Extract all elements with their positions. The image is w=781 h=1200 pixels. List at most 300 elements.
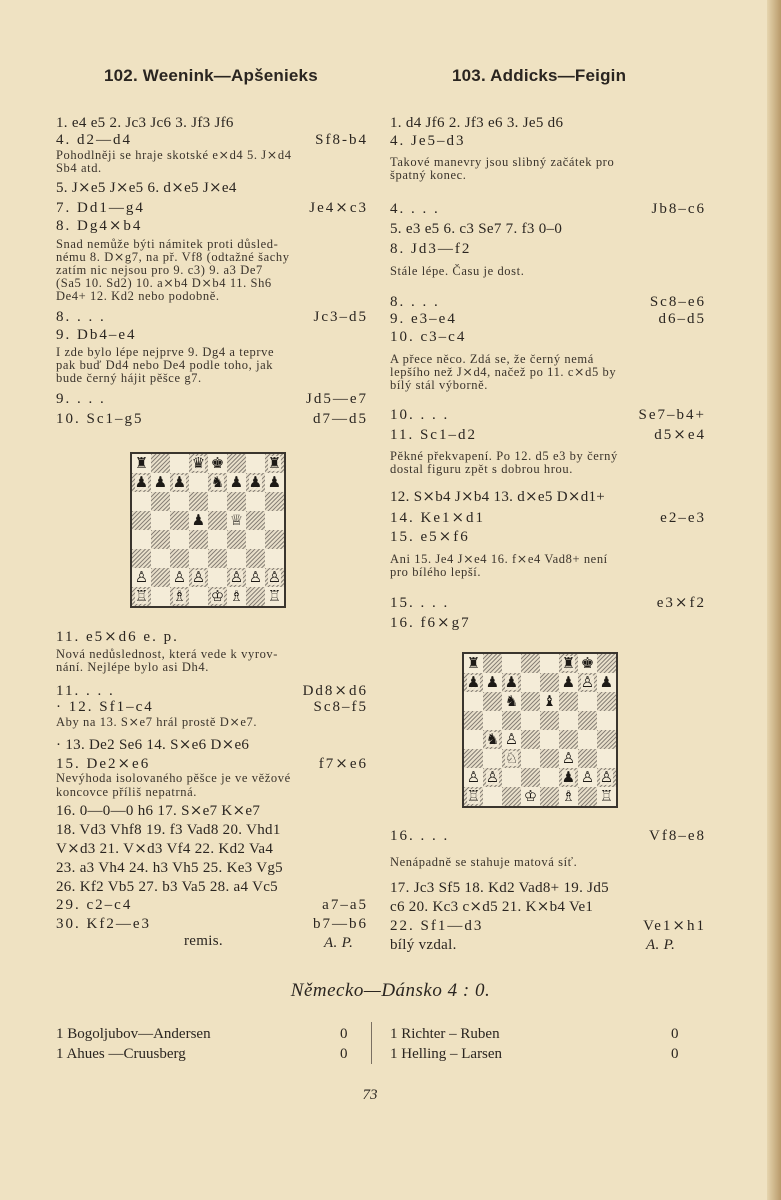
board-square	[189, 549, 208, 568]
line-text: De4+ 12. Kd2 nebo podobně.	[56, 289, 220, 303]
board-square	[578, 692, 597, 711]
board-square	[483, 768, 502, 787]
board-square	[189, 530, 208, 549]
black-move: b7—b6	[313, 916, 368, 932]
board-square	[132, 492, 151, 511]
board-square	[502, 787, 521, 806]
move-line	[390, 222, 706, 237]
board-square	[502, 730, 521, 749]
black-move: e2–e3	[660, 510, 706, 526]
board-square	[151, 587, 170, 606]
black-rook-icon: ♜	[267, 454, 282, 472]
board-square	[559, 749, 578, 768]
board-square	[170, 587, 189, 606]
board-square	[540, 787, 559, 806]
black-move: Ve1⨯h1	[643, 918, 706, 934]
line-text: 15. . . .	[390, 595, 450, 611]
white-pawn-icon: ♙	[504, 730, 519, 748]
line-text: 1. d4 Jf6 2. Jf3 e6 3. Je5 d6	[390, 115, 564, 131]
board-square	[208, 549, 227, 568]
board-square	[208, 454, 227, 473]
board-square	[502, 749, 521, 768]
board-square	[208, 492, 227, 511]
board-square	[227, 587, 246, 606]
board-square	[578, 711, 597, 730]
move-line	[56, 310, 368, 325]
board-square	[597, 692, 616, 711]
annotation-line	[390, 450, 706, 463]
board-square	[170, 511, 189, 530]
pairing: Bogoljubov—Andersen	[67, 1026, 211, 1042]
board-square	[502, 768, 521, 787]
white-pawn-icon: ♙	[191, 568, 206, 586]
black-bishop-icon: ♝	[542, 692, 557, 710]
move-line	[56, 219, 368, 234]
white-bishop-icon: ♗	[172, 587, 187, 605]
board-square	[597, 730, 616, 749]
move-line	[56, 842, 368, 857]
move-line	[390, 295, 706, 310]
move-line	[390, 881, 706, 896]
annotation-line	[390, 553, 706, 566]
line-text: · 12. Sf1–c4	[56, 699, 154, 715]
score: 0	[340, 1026, 348, 1042]
annotation-line	[390, 379, 706, 392]
black-move: Sc8–f5	[313, 699, 368, 715]
line-text: 14. Ke1⨯d1	[390, 510, 486, 526]
board-square	[246, 530, 265, 549]
line-text: Takové manevry jsou slibný začátek pro	[390, 155, 615, 169]
board-square	[597, 787, 616, 806]
line-text: 9. Db4–e4	[56, 327, 137, 343]
line-text: 7. Dd1—g4	[56, 200, 145, 216]
left-game-result: remis.	[184, 933, 223, 949]
black-pawn-icon: ♟	[267, 473, 282, 491]
board-square	[464, 673, 483, 692]
board-square	[189, 454, 208, 473]
board-square	[265, 511, 284, 530]
board-square	[246, 492, 265, 511]
annotation-line	[56, 149, 368, 162]
board-square	[265, 568, 284, 587]
board-square	[578, 749, 597, 768]
board-square	[189, 492, 208, 511]
board-square	[170, 473, 189, 492]
board-square	[540, 692, 559, 711]
board-square	[227, 568, 246, 587]
line-text: · 13. De2 Se6 14. S⨯e6 D⨯e6	[56, 737, 250, 753]
black-pawn-icon: ♟	[248, 473, 263, 491]
white-pawn-icon: ♙	[599, 768, 614, 786]
score: 0	[340, 1046, 348, 1062]
board-square	[464, 692, 483, 711]
annotation-line	[56, 786, 368, 799]
move-line	[56, 738, 368, 753]
move-line	[56, 700, 368, 715]
page-number: 73	[362, 1087, 378, 1103]
line-text: pro bílého lepší.	[390, 565, 482, 579]
line-text: 16. 0—0—0 h6 17. S⨯e7 K⨯e7	[56, 803, 261, 819]
page-edge	[767, 0, 781, 1200]
line-text: Ani 15. Je4 J⨯e4 16. f⨯e4 Vad8+ není	[390, 552, 608, 566]
move-line	[390, 116, 706, 131]
move-line	[390, 408, 706, 423]
board-square	[227, 454, 246, 473]
board-number: 1	[56, 1026, 64, 1042]
line-text: (Sa5 10. Sd2) 10. a⨯b4 D⨯b4 11. Sh6	[56, 276, 272, 290]
board-square	[559, 730, 578, 749]
line-text: bílý stál výborně.	[390, 378, 488, 392]
annotation-line	[390, 463, 706, 476]
white-pawn-icon: ♙	[580, 673, 595, 691]
board-square	[521, 768, 540, 787]
board-square	[540, 711, 559, 730]
board-square	[597, 768, 616, 787]
black-pawn-icon: ♟	[172, 473, 187, 491]
board-square	[208, 568, 227, 587]
line-text: 10. . . .	[390, 407, 450, 423]
line-text: Sb4 atd.	[56, 161, 102, 175]
black-queen-icon: ♛	[191, 454, 206, 472]
board-square	[559, 787, 578, 806]
line-text: Pěkné překvapení. Po 12. d5 e3 by černý	[390, 449, 618, 463]
board-square	[151, 511, 170, 530]
board-square	[265, 492, 284, 511]
move-line	[390, 530, 706, 545]
line-text: V⨯d3 21. V⨯d3 Vf4 22. Kd2 Va4	[56, 841, 274, 857]
board-square	[578, 673, 597, 692]
board-square	[265, 549, 284, 568]
board-square	[227, 549, 246, 568]
board-square	[464, 730, 483, 749]
move-line	[390, 900, 706, 915]
board-square	[265, 473, 284, 492]
white-rook-icon: ♖	[599, 787, 614, 805]
board-square	[464, 749, 483, 768]
black-pawn-icon: ♟	[485, 673, 500, 691]
annotation-line	[56, 716, 368, 729]
line-text: nému 8. D⨯g7, na př. Vf8 (odtažné šachy	[56, 250, 290, 264]
board-square	[521, 654, 540, 673]
annotation-line	[390, 353, 706, 366]
board-square	[151, 549, 170, 568]
move-line	[390, 330, 706, 345]
white-rook-icon: ♖	[267, 587, 282, 605]
annotation-line	[390, 566, 706, 579]
move-line	[56, 880, 368, 895]
board-square	[170, 454, 189, 473]
board-square	[521, 730, 540, 749]
board-square	[227, 530, 246, 549]
annotation-line	[56, 359, 368, 372]
board-square	[521, 711, 540, 730]
board-square	[483, 730, 502, 749]
line-text: 15. e5⨯f6	[390, 529, 470, 545]
board-square	[502, 692, 521, 711]
board-square	[246, 587, 265, 606]
black-move: d6–d5	[658, 311, 706, 327]
board-number: 1	[56, 1046, 64, 1062]
line-text: Snad nemůže býti námitek proti důsled-	[56, 237, 279, 251]
board-square	[208, 587, 227, 606]
move-line	[56, 898, 368, 913]
black-move: f7⨯e6	[318, 756, 368, 772]
line-text: Pohodlněji se hraje skotské e⨯d4 5. J⨯d4	[56, 148, 292, 162]
score: 0	[671, 1046, 679, 1062]
board-square	[483, 749, 502, 768]
board-square	[540, 768, 559, 787]
black-rook-icon: ♜	[134, 454, 149, 472]
board-square	[540, 749, 559, 768]
white-bishop-icon: ♗	[229, 587, 244, 605]
annotation-line	[56, 251, 368, 264]
white-bishop-icon: ♗	[561, 787, 576, 805]
board-square	[170, 492, 189, 511]
board-square	[246, 568, 265, 587]
black-king-icon: ♚	[210, 454, 225, 472]
annotation-line	[390, 265, 706, 278]
board-number: 1	[390, 1046, 398, 1062]
results-divider	[371, 1022, 372, 1064]
line-text: 5. e3 e5 6. c3 Se7 7. f3 0–0	[390, 221, 563, 237]
white-pawn-icon: ♙	[485, 768, 500, 786]
right-game-title: 103. Addicks—Feigin	[452, 66, 627, 85]
move-line	[56, 804, 368, 819]
move-line	[56, 133, 368, 148]
board-square	[246, 511, 265, 530]
move-line	[390, 202, 706, 217]
white-knight-icon: ♘	[504, 749, 519, 767]
board-square	[559, 711, 578, 730]
board-square	[464, 711, 483, 730]
board-square	[246, 454, 265, 473]
board-square	[464, 654, 483, 673]
line-text: I zde bylo lépe nejprve 9. Dg4 a teprve	[56, 345, 275, 359]
board-square	[521, 692, 540, 711]
board-square	[170, 549, 189, 568]
board-square	[208, 473, 227, 492]
board-square	[578, 787, 597, 806]
line-text: 17. Jc3 Sf5 18. Kd2 Vad8+ 19. Jd5	[390, 880, 609, 896]
move-line	[390, 134, 706, 149]
white-rook-icon: ♖	[466, 787, 481, 805]
line-text: 22. Sf1—d3	[390, 918, 484, 934]
line-text: 26. Kf2 Vb5 27. b3 Va5 28. a4 Vc5	[56, 879, 278, 895]
black-move: Vf8–e8	[649, 828, 706, 844]
white-pawn-icon: ♙	[134, 568, 149, 586]
move-line	[56, 412, 368, 427]
board-square	[597, 711, 616, 730]
line-text: lepšího než J⨯d4, načež po 11. c⨯d5 by	[390, 365, 617, 379]
line-text: 8. . . .	[56, 309, 106, 325]
line-text: 12. S⨯b4 J⨯b4 13. d⨯e5 D⨯d1+	[390, 489, 606, 505]
line-text: 9. . . .	[56, 391, 106, 407]
move-line	[56, 861, 368, 876]
line-text: 11. Sc1–d2	[390, 427, 477, 443]
left-chess-diagram	[130, 452, 286, 608]
line-text: 4. d2—d4	[56, 132, 132, 148]
board-square	[559, 768, 578, 787]
left-game-signature: A. P.	[324, 935, 354, 951]
board-square	[578, 730, 597, 749]
board-square	[189, 587, 208, 606]
move-line	[390, 428, 706, 443]
line-text: 4. Je5–d3	[390, 133, 466, 149]
black-pawn-icon: ♟	[191, 511, 206, 529]
board-square	[208, 530, 227, 549]
black-pawn-icon: ♟	[229, 473, 244, 491]
line-text: dostal figuru zpět s dobrou hrou.	[390, 462, 573, 476]
right-game-signature: A. P.	[646, 937, 676, 953]
line-text: 5. J⨯e5 J⨯e5 6. d⨯e5 J⨯e4	[56, 180, 237, 196]
line-text: Nevýhoda isolovaného pěšce je ve věžové	[56, 771, 291, 785]
board-square	[502, 673, 521, 692]
match-row	[390, 1046, 502, 1063]
board-square	[483, 673, 502, 692]
board-square	[151, 530, 170, 549]
black-move: Sc8–e6	[649, 294, 706, 310]
line-text: 23. a3 Vh4 24. h3 Vh5 25. Ke3 Vg5	[56, 860, 283, 876]
line-text: 4. . . .	[390, 201, 440, 217]
annotation-line	[56, 372, 368, 385]
black-rook-icon: ♜	[466, 654, 481, 672]
board-square	[597, 673, 616, 692]
board-square	[265, 530, 284, 549]
black-pawn-icon: ♟	[466, 673, 481, 691]
match-row	[56, 1026, 211, 1043]
line-text: špatný konec.	[390, 168, 467, 182]
board-square	[151, 568, 170, 587]
move-line	[56, 823, 368, 838]
black-move: Jd5—e7	[306, 391, 368, 407]
move-line	[56, 181, 368, 196]
black-pawn-icon: ♟	[153, 473, 168, 491]
black-move: d7—d5	[313, 411, 368, 427]
annotation-line	[56, 238, 368, 251]
annotation-line	[56, 264, 368, 277]
white-pawn-icon: ♙	[267, 568, 282, 586]
line-text: 11. e5⨯d6 e. p.	[56, 629, 179, 645]
move-line	[56, 116, 368, 131]
board-square	[578, 768, 597, 787]
board-square	[540, 673, 559, 692]
line-text: Stále lépe. Času je dost.	[390, 264, 525, 278]
line-text: 9. e3–e4	[390, 311, 457, 327]
black-pawn-icon: ♟	[599, 673, 614, 691]
line-text: 30. Kf2—e3	[56, 916, 151, 932]
move-line	[390, 312, 706, 327]
black-knight-icon: ♞	[485, 730, 500, 748]
white-pawn-icon: ♙	[466, 768, 481, 786]
white-pawn-icon: ♙	[580, 768, 595, 786]
board-square	[559, 654, 578, 673]
annotation-line	[390, 856, 706, 869]
move-line	[390, 490, 706, 505]
move-line	[56, 328, 368, 343]
board-square	[483, 654, 502, 673]
white-queen-icon: ♕	[229, 511, 244, 529]
line-text: 1. e4 e5 2. Jc3 Jc6 3. Jf3 Jf6	[56, 115, 234, 131]
board-square	[151, 473, 170, 492]
board-square	[132, 454, 151, 473]
line-text: 16. . . .	[390, 828, 450, 844]
black-rook-icon: ♜	[561, 654, 576, 672]
match-row	[390, 1026, 500, 1043]
white-pawn-icon: ♙	[172, 568, 187, 586]
board-square	[521, 673, 540, 692]
annotation-line	[390, 366, 706, 379]
line-text: 16. f6⨯g7	[390, 615, 471, 631]
black-move: a7–a5	[322, 897, 368, 913]
board-square	[227, 473, 246, 492]
board-square	[246, 549, 265, 568]
board-square	[189, 473, 208, 492]
black-move: Je4⨯c3	[309, 200, 368, 216]
line-text: 10. Sc1–g5	[56, 411, 144, 427]
board-square	[540, 654, 559, 673]
white-pawn-icon: ♙	[248, 568, 263, 586]
board-square	[170, 530, 189, 549]
board-square	[521, 749, 540, 768]
line-text: 18. Vd3 Vhf8 19. f3 Vad8 20. Vhd1	[56, 822, 281, 838]
board-square	[597, 749, 616, 768]
board-square	[559, 692, 578, 711]
score: 0	[671, 1026, 679, 1042]
black-pawn-icon: ♟	[561, 768, 576, 786]
board-square	[265, 587, 284, 606]
board-square	[227, 511, 246, 530]
line-text: pak buď Dd4 nebo De4 podle toho, jak	[56, 358, 274, 372]
move-line	[390, 596, 706, 611]
board-number: 1	[390, 1026, 398, 1042]
board-square	[151, 454, 170, 473]
annotation-line	[56, 648, 368, 661]
board-square	[132, 473, 151, 492]
pairing: Ahues —Cruusberg	[66, 1046, 186, 1062]
black-knight-icon: ♞	[210, 473, 225, 491]
move-line	[390, 829, 706, 844]
move-line	[56, 630, 368, 645]
black-move: Jb8–c6	[651, 201, 706, 217]
line-text: 8. . . .	[390, 294, 440, 310]
board-square	[227, 492, 246, 511]
black-pawn-icon: ♟	[134, 473, 149, 491]
board-square	[208, 511, 227, 530]
pairing: Helling – Larsen	[401, 1046, 503, 1062]
board-square	[189, 568, 208, 587]
right-chess-diagram	[462, 652, 618, 808]
black-move: Sf8-b4	[315, 132, 368, 148]
move-line	[56, 201, 368, 216]
board-square	[502, 654, 521, 673]
white-rook-icon: ♖	[134, 587, 149, 605]
board-square	[464, 787, 483, 806]
black-move: Se7–b4+	[638, 407, 706, 423]
board-square	[483, 787, 502, 806]
line-text: 15. De2⨯e6	[56, 756, 151, 772]
move-line	[390, 919, 706, 934]
board-square	[540, 730, 559, 749]
line-text: 11. . . .	[56, 683, 115, 699]
line-text: A přece něco. Zdá se, že černý nemá	[390, 352, 594, 366]
white-pawn-icon: ♙	[561, 749, 576, 767]
annotation-line	[56, 346, 368, 359]
annotation-line	[390, 169, 706, 182]
board-square	[189, 511, 208, 530]
line-text: 8. Jd3—f2	[390, 241, 472, 257]
board-square	[597, 654, 616, 673]
match-section-title: Německo—Dánsko 4 : 0.	[290, 980, 491, 1001]
